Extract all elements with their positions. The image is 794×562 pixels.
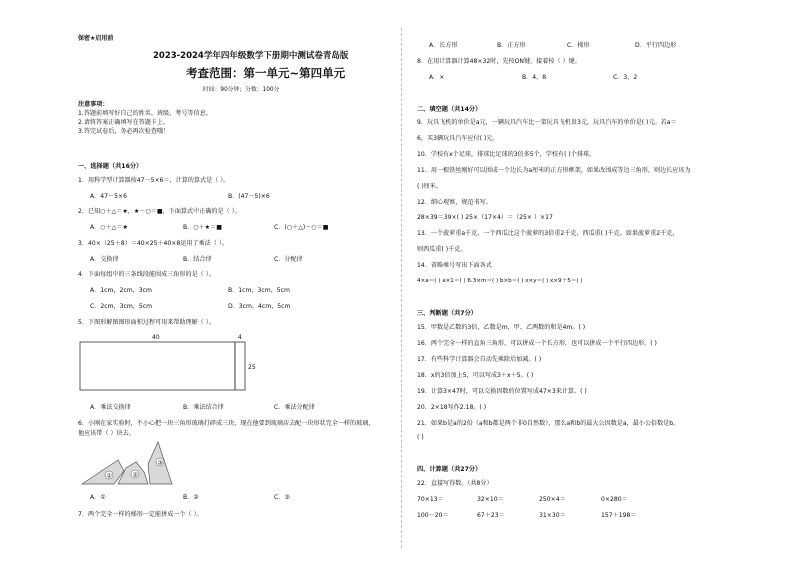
calc-item: 31×30＝ (539, 512, 566, 519)
question-18: 18．x的3倍加上5，可以写成3＋x＋5。( ) (417, 372, 534, 379)
question-10: 10．学校有x个足球，排球比足球的3倍多5个，学校有( )个排球。 (417, 151, 596, 158)
exam-meta: 时间：90分钟；分数：100分 (203, 87, 280, 93)
q5-small-rectangle (235, 342, 245, 390)
q7-option-a: A．长方形 (429, 42, 458, 49)
q5-area-figure (78, 332, 258, 394)
question-13: 13．一个菠萝重a千克，一个西瓜比这个菠萝的3倍重2千克，西瓜重( )千克。如果菠萝重2千克， (417, 230, 679, 237)
q6-option-b: B．② (183, 494, 199, 501)
section-calc: 四、计算题（共27分） (417, 466, 482, 473)
q5-big-rectangle (80, 342, 235, 390)
question-5: 5．下图形解图图形面积过程可用来帮助理解（ ）。 (78, 319, 215, 326)
notice-item: 3.答完试卷后，务必再次检查哦！ (78, 128, 170, 135)
q4-option-d: D．3cm，4cm，5cm (228, 303, 291, 310)
exam-title: 2023-2024学年四年级数学下册期中测试卷青岛版 (153, 51, 349, 61)
section-choice: 一、选择题（共16分） (78, 163, 143, 170)
column-divider (401, 28, 402, 548)
notice-item: 2.请将答案正确填写在答题卡上。 (78, 119, 170, 126)
q1-option-b: B．(47－5)×6 (228, 193, 270, 200)
question-13-cont: 则西瓜重( )千克。 (417, 246, 467, 253)
question-11-cont: ( )厘米。 (417, 183, 442, 190)
q8-option-c: C．3、2 (613, 74, 638, 81)
q2-option-a: A．○＋△＝★ (90, 224, 128, 231)
question-6: 6．小刚在家实验时，不小心把一块三角形玻璃打碎成三块，现在他要到玻璃店去配一块形状完全一样的玻璃， (78, 420, 375, 427)
q8-option-a: A．× (429, 74, 445, 81)
q5-label-40: 40 (152, 334, 160, 341)
q1-option-a: A．47－5×6 (90, 193, 127, 200)
calc-item: 70×13＝ (417, 496, 444, 503)
question-16: 16．两个完全一样的直角三角形，可以拼成一个长方形，也可以拼成一个平行四边形。( ) (417, 340, 657, 347)
q8-option-b: B．4、8 (522, 74, 547, 81)
calc-item: 0×280＝ (601, 496, 628, 503)
q6-label-1: ① (106, 472, 112, 480)
question-3: 3．40×（25＋8）＝40×25＋40×8运用了乘法（ ）。 (78, 240, 228, 247)
question-19: 19．计算3×47时，可以交换因数的位置写成47×3来计算。( ) (417, 388, 587, 395)
question-11: 11．用一根铁丝刚好可以围成一个边长为a厘米的正方形框架，如果改围成等边三角形，则边长应该为 (417, 167, 691, 174)
question-12-equations: 28×39＝39×( ) 25×（17×4）＝（25× ）×17 (417, 214, 553, 221)
q5-option-a: A．乘法交换律 (90, 404, 131, 411)
q2-option-b: B．○＋★＝■ (183, 224, 222, 231)
q4-option-a: A．1cm，2cm，3cm (90, 287, 152, 294)
question-14-expressions: 4×a＝( ) a×1＝( ) 6.3×m＝( ) b×b＝( ) x×y＝( ) x×9＋5＝( ) (417, 278, 583, 284)
q7-option-d: D．平行四边形 (635, 42, 677, 49)
q4-option-c: C．2cm，3cm，5cm (90, 303, 153, 310)
question-20: 20．2×18写作2.18。( ) (417, 404, 487, 411)
q5-label-4: 4 (238, 334, 242, 341)
notice-item: 1.答题前填写好自己的姓名、班级、考号等信息。 (78, 110, 212, 117)
question-6-cont: 他应该带（ ）块去。 (78, 430, 135, 437)
q6-broken-triangle-figure (78, 438, 198, 488)
calc-item: 250×4＝ (539, 496, 566, 503)
exam-subtitle: 考查范围：第一单元~第四单元 (186, 66, 346, 80)
calc-item: 157＋198＝ (601, 512, 637, 519)
question-21: 21．如果b是a的2倍（a和b都是两个非0自然数），那么a和b的最大公因数是a，最小公倍数是b。 (417, 420, 680, 427)
question-4: 4．下面每组中的三条线段能围成三角形的是（ ）。 (78, 271, 215, 278)
q3-option-a: A．交换律 (90, 256, 119, 263)
question-17: 17．有些科学计算器会自动先乘除后加减。( ) (417, 356, 542, 363)
question-21-cont: ( ) (417, 434, 424, 441)
section-fill: 二、填空题（共14分） (417, 106, 482, 113)
question-9: 9．玩具飞机的单价是a元，一辆玩具汽车比一架玩具飞机贵3元，玩具汽车的单价是( )元。若a＝ (417, 119, 677, 126)
question-9-cont: 6，买3辆玩具汽车应付( )元。 (417, 135, 499, 142)
q5-option-c: C．乘法分配律 (274, 404, 315, 411)
q5-label-25: 25 (248, 364, 256, 371)
question-14: 14．省略乘号写出下面各式 (417, 262, 492, 269)
calc-item: 67＋23＝ (477, 512, 505, 519)
secret-label: 保密★启用前 (78, 35, 114, 42)
q7-option-b: B．正方形 (497, 42, 526, 49)
q4-option-b: B．1cm，3cm，5cm (228, 287, 290, 294)
q6-option-a: A．① (90, 494, 106, 501)
q2-option-c: C．(○＋△)－○＝■ (274, 224, 329, 231)
calc-item: 100－20＝ (417, 512, 449, 519)
q5-option-b: B．乘法结合律 (183, 404, 224, 411)
q6-label-2: ② (132, 471, 138, 479)
q7-option-c: C．梯形 (567, 42, 590, 49)
q6-piece-1 (82, 460, 124, 484)
q6-label-3: ③ (157, 459, 163, 467)
q6-option-c: C．③ (274, 494, 290, 501)
q3-option-c: C．分配律 (274, 256, 303, 263)
question-12: 12．细心观察，规范书写。 (417, 199, 492, 206)
question-22: 22．直接写得数。（共8分） (417, 480, 493, 487)
question-7: 7．两个完全一样的梯形一定能拼成一个（ ）。 (78, 511, 203, 518)
question-1: 1．用科学型计算器按47－5×6＝，计算的算式是（ ）。 (78, 177, 230, 184)
question-8: 8．在用计算器计算48×32时，先按ON键，接着按（ ）键。 (417, 58, 581, 65)
notice-title: 注意事项： (78, 101, 109, 108)
q3-option-b: B．结合律 (183, 256, 212, 263)
section-judge: 三、判断题（共7分） (417, 310, 477, 317)
calc-item: 32×10＝ (477, 496, 504, 503)
question-15: 15．甲数是乙数的3倍，乙数是m，甲、乙两数的和是4m。( ) (417, 324, 586, 331)
question-2: 2．已知○＋△＝★，★－○＝■，下面算式中正确的是（ ）。 (78, 208, 241, 215)
